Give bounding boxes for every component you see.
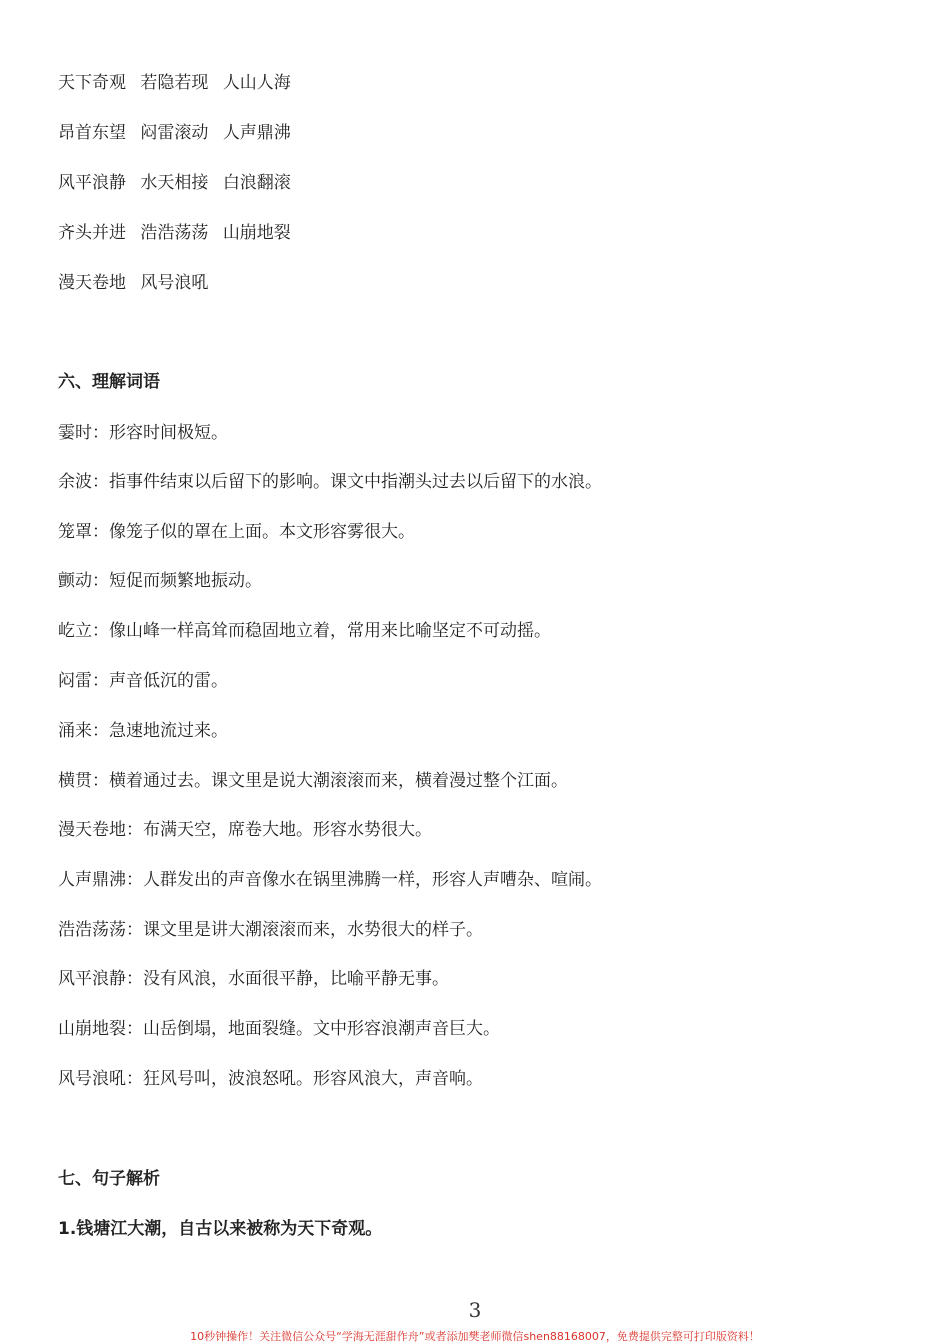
- definition-item: 风平浪静：没有风浪，水面很平静，比喻平静无事。: [58, 969, 449, 989]
- word-item: 漫天卷地: [58, 273, 126, 293]
- sentence-item: 1.钱塘江大潮，自古以来被称为天下奇观。: [58, 1219, 383, 1239]
- word-group-line-1: [58, 72, 291, 94]
- word-item: 闷雷滚动: [140, 123, 209, 143]
- word-item: 天下奇观: [58, 73, 126, 93]
- word-item: 昂首东望: [58, 123, 126, 143]
- word-group-line-5: [58, 272, 208, 294]
- definition-item: 余波：指事件结束以后留下的影响。课文中指潮头过去以后留下的水浪。: [58, 472, 602, 492]
- footer-promo-note: 10秒钟操作！关注微信公众号“学海无涯甜作舟”或者添加樊老师微信shen88168007，免费提供完整可打印版资料！: [190, 1330, 760, 1343]
- definition-item: 涌来：急速地流过来。: [58, 721, 228, 741]
- word-item: 人山人海: [222, 73, 291, 93]
- definition-item: 浩浩荡荡：课文里是讲大潮滚滚而来，水势很大的样子。: [58, 920, 483, 940]
- section-heading-vocabulary: 六、理解词语: [58, 372, 160, 392]
- definition-item: 霎时：形容时间极短。: [58, 423, 228, 443]
- definition-item: 颤动：短促而频繁地振动。: [58, 571, 262, 591]
- word-group-line-4: [58, 222, 291, 244]
- word-item: 浩浩荡荡: [140, 223, 209, 243]
- word-item: 白浪翻滚: [222, 173, 291, 193]
- word-group-line-2: [58, 122, 291, 144]
- section-heading-sentence-analysis: 七、句子解析: [58, 1169, 160, 1189]
- word-item: 人声鼎沸: [222, 123, 291, 143]
- definition-item: 漫天卷地：布满天空，席卷大地。形容水势很大。: [58, 820, 432, 840]
- word-item: 山崩地裂: [222, 223, 291, 243]
- definition-item: 风号浪吼：狂风号叫，波浪怒吼。形容风浪大，声音响。: [58, 1069, 483, 1089]
- word-item: 风号浪吼: [140, 273, 209, 293]
- definition-item: 笼罩：像笼子似的罩在上面。本文形容雾很大。: [58, 522, 415, 542]
- word-group-line-3: [58, 172, 291, 194]
- definition-item: 横贯：横着通过去。课文里是说大潮滚滚而来，横着漫过整个江面。: [58, 771, 568, 791]
- word-item: 风平浪静: [58, 173, 126, 193]
- page-number: 3: [468, 1298, 482, 1322]
- definition-item: 屹立：像山峰一样高耸而稳固地立着，常用来比喻坚定不可动摇。: [58, 621, 551, 641]
- definition-item: 闷雷：声音低沉的雷。: [58, 671, 228, 691]
- word-item: 齐头并进: [58, 223, 126, 243]
- definition-item: 人声鼎沸：人群发出的声音像水在锅里沸腾一样，形容人声嘈杂、喧闹。: [58, 870, 602, 890]
- word-item: 若隐若现: [140, 73, 209, 93]
- definition-item: 山崩地裂：山岳倒塌，地面裂缝。文中形容浪潮声音巨大。: [58, 1019, 500, 1039]
- word-item: 水天相接: [140, 173, 209, 193]
